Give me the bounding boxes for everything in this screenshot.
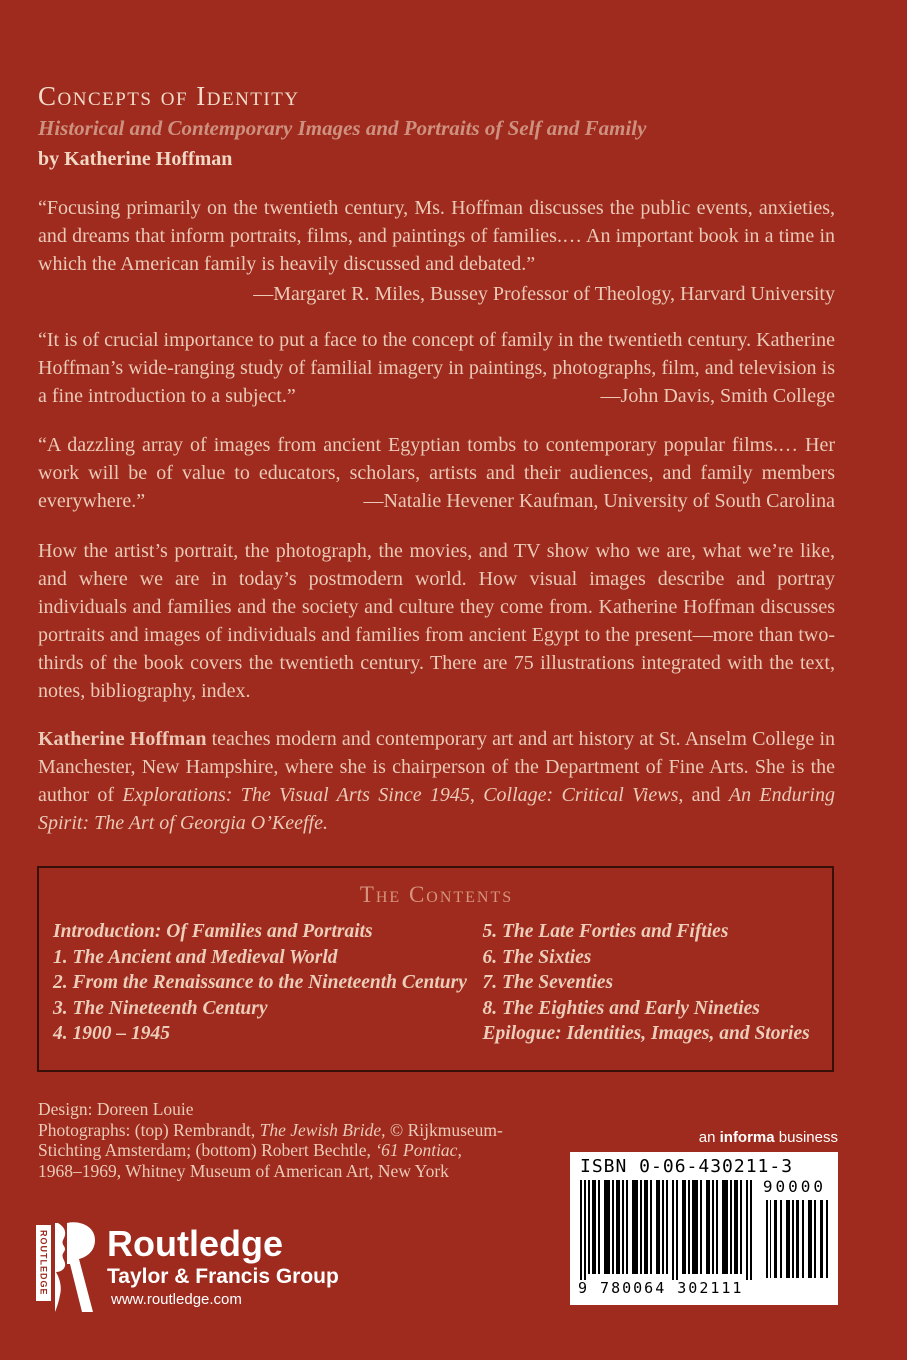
- barcode-main-bars-icon: [580, 1180, 754, 1280]
- quote-text: [38, 431, 835, 515]
- contents-column-right: [483, 919, 820, 1047]
- credits-line: [38, 1120, 578, 1141]
- credits-line: [38, 1099, 578, 1120]
- routledge-r-icon: [55, 1222, 97, 1312]
- text-segment: The Jewish Bride,: [259, 1119, 386, 1140]
- contents-item: 7. The Seventies: [482, 972, 614, 993]
- book-byline: by Katherine Hoffman: [38, 148, 233, 170]
- barcode-digits: 9 780064 302111: [578, 1279, 744, 1297]
- contents-item: 2. From the Renaissance to the Nineteenth Century: [53, 972, 467, 993]
- routledge-url: www.routledge.com: [111, 1291, 242, 1308]
- informa-name: informa: [719, 1129, 775, 1146]
- contents-heading: The Contents: [359, 882, 514, 907]
- taylor-francis-group: Taylor & Francis Group: [107, 1265, 339, 1288]
- isbn-barcode-panel: [570, 1152, 838, 1305]
- contents-item: 1. The Ancient and Medieval World: [53, 946, 338, 968]
- text-segment: and: [683, 784, 729, 806]
- contents-grid: [53, 919, 820, 1047]
- contents-box: [37, 866, 834, 1072]
- contents-item: 5. The Late Forties and Fifties: [482, 921, 729, 942]
- header-block: [38, 80, 837, 174]
- text-segment: Collage: Critical Views,: [483, 784, 684, 806]
- quote-body: “A dazzling array of images from ancient Egyptian tombs to contemporary popular films.… Her work will be of value to educators, scholars, artists and their audiences, and family members everywhere.”: [38, 434, 835, 512]
- routledge-logo-text: [107, 1222, 339, 1310]
- routledge-vertical-strip: [36, 1225, 51, 1301]
- barcode-supplement-bars-icon: [766, 1200, 830, 1278]
- quote-text: “Focusing primarily on the twentieth century, Ms. Hoffman discusses the public events, anxieties, and dreams that inform portraits, films, and paintings of families.… An important book in a time in which the American family is heavily discussed and debated.”: [38, 197, 835, 275]
- text-segment: teaches modern and contemporary art and art history at St. Anselm College in Manchester, New Hampshire, where she is chairperson of the Department of Fine Arts. She is the author of: [38, 728, 835, 806]
- contents-item: Introduction: Of Families and Portraits: [53, 921, 373, 942]
- quote-attribution: —Natalie Hevener Kaufman, University of South Carolina: [363, 490, 835, 512]
- text-segment: Stichting Amsterdam; (bottom) Robert Bechtle,: [38, 1140, 376, 1160]
- review-quote-2: [38, 326, 835, 410]
- routledge-logo: [36, 1222, 339, 1312]
- contents-item: 3. The Nineteenth Century: [53, 997, 268, 1019]
- text-segment: © Rijkmuseum-: [385, 1119, 503, 1140]
- text-segment: An Enduring Spirit: The Art of Georgia O’Keeffe.: [38, 784, 835, 834]
- book-description: How the artist’s portrait, the photograph, the movies, and TV show who we are, what we’re like, and where we are in today’s postmodern world. How visual images describe and portray individuals and families and the society and culture they come from. Katherine Hoffman discusses portraits and images of individuals and families from ancient Egypt to the present—more than two-thirds of the book covers the twentieth century. There are 75 illustrations integrated with the text, notes, bibliography, index.: [38, 540, 835, 702]
- routledge-vertical-text: ROUTLEDGE: [38, 1230, 49, 1296]
- text-segment: Photographs: (top) Rembrandt,: [38, 1119, 260, 1140]
- author-bio: [38, 725, 835, 837]
- text-segment: Katherine Hoffman: [38, 728, 207, 750]
- text-segment: ,: [469, 784, 484, 806]
- text-segment: Explorations: The Visual Arts Since 1945: [122, 784, 470, 806]
- routledge-name: Routledge: [107, 1223, 283, 1264]
- contents-column-left: [53, 919, 483, 1047]
- credits-line: [38, 1161, 578, 1182]
- review-quote-1: [38, 194, 835, 308]
- barcode-price-code: 90000: [762, 1177, 826, 1196]
- credits-line: [38, 1140, 578, 1161]
- contents-item: Epilogue: Identities, Images, and Stories: [482, 1023, 810, 1044]
- quote-attribution: —John Davis, Smith College: [600, 385, 835, 407]
- contents-item: 6. The Sixties: [482, 946, 592, 968]
- text-segment: ‘61 Pontiac,: [375, 1140, 462, 1160]
- isbn-number: ISBN 0-06-430211-3: [580, 1156, 794, 1177]
- contents-item: 4. 1900 – 1945: [53, 1023, 170, 1044]
- text-segment: Design: Doreen Louie: [38, 1099, 194, 1119]
- text-segment: 1968–1969, Whitney Museum of American Art, New York: [38, 1160, 449, 1181]
- informa-an: an: [698, 1129, 720, 1146]
- informa-tagline: [570, 1129, 838, 1146]
- informa-business: business: [774, 1129, 838, 1146]
- contents-item: 8. The Eighties and Early Nineties: [482, 997, 760, 1019]
- quote-text: [38, 326, 835, 410]
- design-credits: [38, 1099, 578, 1181]
- quote-attribution: —Margaret R. Miles, Bussey Professor of Theology, Harvard University: [253, 283, 835, 305]
- review-quote-3: [38, 431, 835, 515]
- book-subtitle: Historical and Contemporary Images and Portraits of Self and Family: [38, 116, 647, 140]
- quote-body: “It is of crucial importance to put a face to the concept of family in the twentieth century. Katherine Hoffman’s wide-ranging study of familial imagery in paintings, photographs, film, and television is a fine introduction to a subject.”: [38, 329, 835, 407]
- book-title: Concepts of Identity: [38, 81, 300, 111]
